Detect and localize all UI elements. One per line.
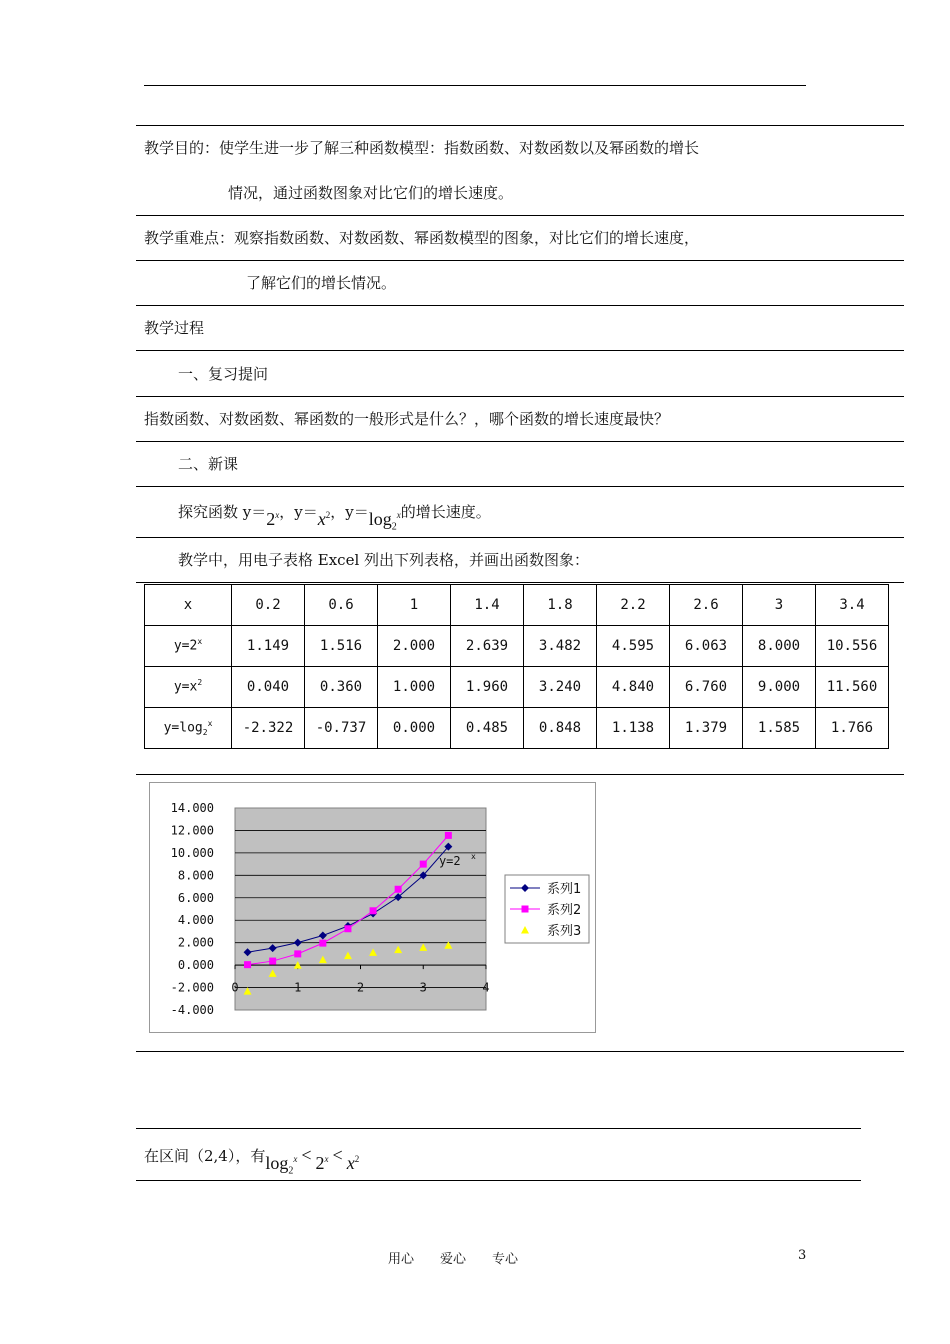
legend-label: 系列2 xyxy=(547,903,582,918)
header-rule xyxy=(144,85,806,86)
table-cell: 1.149 xyxy=(232,626,305,667)
table-cell: 10.556 xyxy=(816,626,889,667)
y-tick-label: 14.000 xyxy=(170,801,214,815)
table-header-row xyxy=(145,585,889,626)
data-point xyxy=(344,925,351,932)
table-cell: 1.379 xyxy=(670,708,743,749)
rule xyxy=(136,350,904,351)
page-number: 3 xyxy=(798,1248,807,1263)
chart-svg xyxy=(150,783,595,1032)
rule xyxy=(136,441,904,442)
table-cell: 11.560 xyxy=(816,667,889,708)
table-cell: 1 xyxy=(378,585,451,626)
table-cell: 6.063 xyxy=(670,626,743,667)
y-tick-label: 0.000 xyxy=(177,958,214,973)
rule xyxy=(136,1180,861,1181)
explore-sep-1: ，y＝ xyxy=(279,503,318,521)
table-cell: 2.2 xyxy=(597,585,670,626)
y-tick-label: -4.000 xyxy=(170,1003,214,1017)
explore-suffix: 的增长速度。 xyxy=(400,503,491,521)
table-cell: 1.766 xyxy=(816,708,889,749)
footer-motto: 用心 爱心 专心 xyxy=(388,1252,519,1267)
x-tick-label: 4 xyxy=(482,980,490,995)
data-point xyxy=(269,958,276,965)
formula-log: $\log_2^x$ xyxy=(265,1153,298,1177)
conclusion-line xyxy=(144,1137,359,1178)
table-cell: 9.000 xyxy=(743,667,816,708)
table-cell: 2.6 xyxy=(670,585,743,626)
row-label: $y=\log_2^x$ xyxy=(145,708,232,749)
formula-power: $x^2$ xyxy=(317,509,331,529)
table-cell: 4.840 xyxy=(597,667,670,708)
y-tick-label: 12.000 xyxy=(170,823,214,838)
rule xyxy=(136,125,904,126)
table-cell: 1.4 xyxy=(451,585,524,626)
table-cell: 4.595 xyxy=(597,626,670,667)
formula-exp: 2$^x$ xyxy=(315,1153,329,1173)
rule xyxy=(136,1128,861,1129)
new-lesson-heading: 二、新课 xyxy=(178,455,239,473)
process-title: 教学过程 xyxy=(144,319,205,337)
less-than-2: < xyxy=(332,1145,343,1165)
legend-label: 系列1 xyxy=(547,882,582,897)
table-cell: 3.4 xyxy=(816,585,889,626)
rule xyxy=(136,1051,904,1052)
table-cell: 3.240 xyxy=(524,667,597,708)
chart-container xyxy=(149,782,596,1033)
data-point xyxy=(244,961,251,968)
less-than-1: < xyxy=(301,1145,312,1165)
table-cell: -0.737 xyxy=(305,708,378,749)
y-tick-label: 6.000 xyxy=(177,890,214,905)
explore-prefix: 探究函数 y＝ xyxy=(178,503,267,521)
rule xyxy=(136,215,904,216)
row-label: $y=x^2$ xyxy=(145,667,232,708)
table-cell: 1.585 xyxy=(743,708,816,749)
rule xyxy=(136,486,904,487)
data-point xyxy=(370,907,377,914)
table-cell: 0.000 xyxy=(378,708,451,749)
table-cell: 0.040 xyxy=(232,667,305,708)
data-point xyxy=(395,886,402,893)
chart-annotation-sup: x xyxy=(470,852,476,862)
data-point xyxy=(294,950,301,957)
legend-label: 系列3 xyxy=(547,924,582,939)
table-cell: 6.760 xyxy=(670,667,743,708)
table-cell: 1.516 xyxy=(305,626,378,667)
table-cell: 1.8 xyxy=(524,585,597,626)
formula-log: $\log_2^x$ xyxy=(368,509,401,533)
table-cell: -2.322 xyxy=(232,708,305,749)
data-table xyxy=(144,584,889,749)
table-cell: 0.848 xyxy=(524,708,597,749)
table-cell: 1.138 xyxy=(597,708,670,749)
table-cell: 3.482 xyxy=(524,626,597,667)
x-tick-label: 0 xyxy=(231,980,239,995)
table-row xyxy=(145,667,889,708)
formula-power: $x^2$ xyxy=(346,1153,360,1173)
table-row xyxy=(145,708,889,749)
table-cell: 2.000 xyxy=(378,626,451,667)
x-tick-label: 2 xyxy=(356,980,365,995)
row-label: $y=2^x$ xyxy=(145,626,232,667)
table-cell: 0.485 xyxy=(451,708,524,749)
x-tick-label: 3 xyxy=(419,980,427,995)
data-point xyxy=(420,861,427,868)
conclusion-prefix: 在区间（2,4），有 xyxy=(144,1147,266,1165)
y-tick-label: 10.000 xyxy=(170,845,214,860)
rule xyxy=(136,260,904,261)
table-cell: 3 xyxy=(743,585,816,626)
formula-exp: 2$^x$ xyxy=(266,509,280,529)
data-point xyxy=(445,832,452,839)
y-tick-label: 2.000 xyxy=(177,935,214,950)
objective-line-2: 情况，通过函数图象对比它们的增长速度。 xyxy=(228,184,514,202)
difficulty-line-1: 教学重难点：观察指数函数、对数函数、幂函数模型的图象，对比它们的增长速度， xyxy=(144,229,700,247)
explore-sep-2: ，y＝ xyxy=(330,503,369,521)
review-heading: 一、复习提问 xyxy=(178,365,269,383)
x-tick-label: 1 xyxy=(294,980,302,995)
y-tick-label: -2.000 xyxy=(170,980,214,995)
data-point xyxy=(319,940,326,947)
table-cell: 8.000 xyxy=(743,626,816,667)
explore-line xyxy=(178,493,491,534)
rule xyxy=(136,396,904,397)
review-question: 指数函数、对数函数、幂函数的一般形式是什么？，哪个函数的增长速度最快？ xyxy=(144,410,670,428)
y-tick-label: 4.000 xyxy=(177,913,214,928)
table-row xyxy=(145,626,889,667)
rule xyxy=(136,774,904,775)
table-cell: 0.360 xyxy=(305,667,378,708)
table-cell: x xyxy=(145,585,232,626)
rule xyxy=(136,582,904,583)
table-cell: 2.639 xyxy=(451,626,524,667)
table-cell: 1.960 xyxy=(451,667,524,708)
objective-line-1: 教学目的：使学生进一步了解三种函数模型：指数函数、对数函数以及幂函数的增长 xyxy=(144,139,700,157)
rule xyxy=(136,305,904,306)
table-cell: 1.000 xyxy=(378,667,451,708)
rule xyxy=(136,537,904,538)
excel-line: 教学中，用电子表格 Excel 列出下列表格，并画出函数图象： xyxy=(178,551,590,569)
y-tick-label: 8.000 xyxy=(177,868,214,883)
legend-marker xyxy=(522,906,529,913)
difficulty-line-2: 了解它们的增长情况。 xyxy=(246,274,397,292)
chart-annotation: y=2 xyxy=(438,854,461,869)
table-cell: 0.6 xyxy=(305,585,378,626)
table-cell: 0.2 xyxy=(232,585,305,626)
